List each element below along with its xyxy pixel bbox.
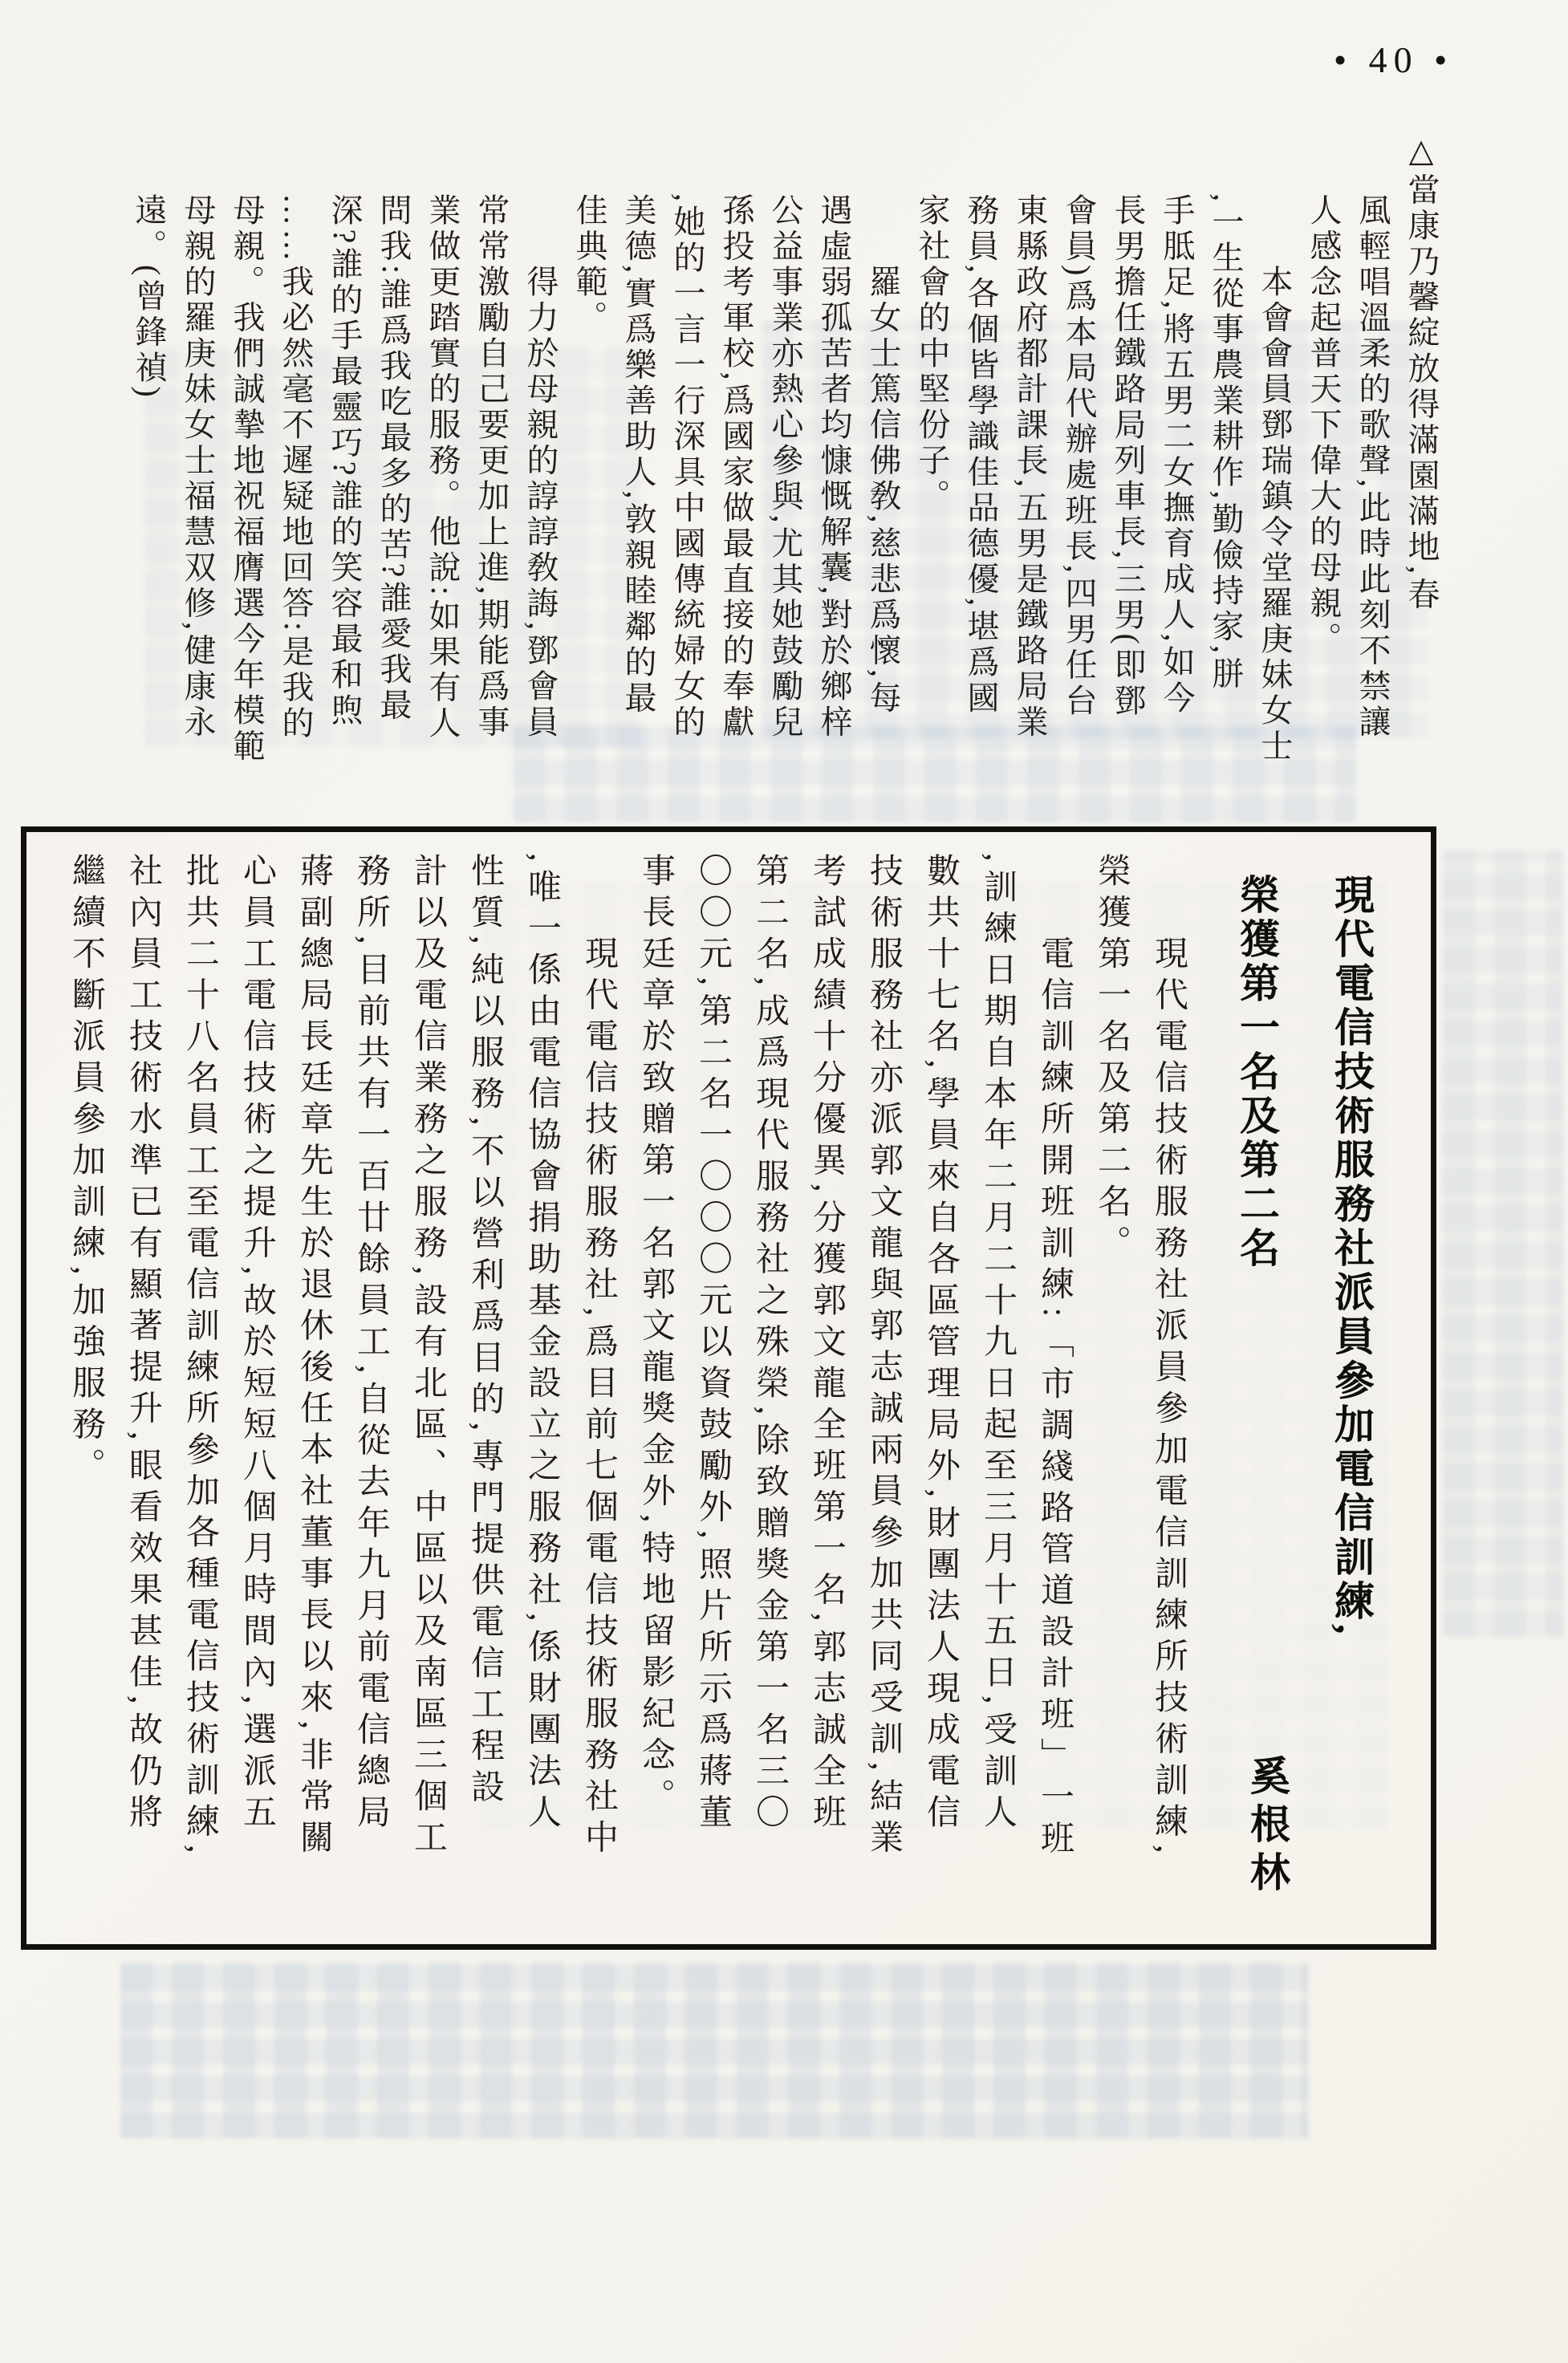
text-column: 手胝足,將五男二女撫育成人,如今 [1159, 193, 1195, 717]
text-column: 現代電信技術服務社派員參加電信訓練所技術訓練, [1150, 853, 1187, 1861]
text-column: 風輕唱溫柔的歌聲,此時此刻不禁讓 [1355, 193, 1391, 741]
text-column: 批共二十八名員工至電信訓練所參加各種電信技術訓練, [181, 853, 218, 1861]
text-column: 現代電信技術服務社,爲目前七個電信技術服務社中 [580, 853, 617, 1861]
text-column: 常常激勵自己要更加上進,期能爲事 [473, 193, 510, 741]
text-column: 長男擔任鐵路局列車長,三男(即鄧 [1110, 193, 1146, 720]
text-column: 美德,實爲樂善助人,敦親睦鄰的最 [620, 193, 656, 717]
bleed-through-texture [1443, 851, 1563, 1637]
text-column: 事長廷章於致贈第一名郭文龍獎金外,特地留影紀念。 [637, 853, 674, 1820]
text-column: ,訓練日期自本年二月二十九日起至三月十五日,受訓人 [979, 853, 1016, 1836]
text-column: 〇〇元,第二名一〇〇〇元以資鼓勵外,照片所示爲蔣董 [694, 853, 731, 1836]
text-column: 蔣副總局長廷章先生於退休後任本社董事長以來,非常關 [295, 853, 332, 1861]
text-column: 人感念起普天下偉大的母親。 [1306, 193, 1342, 658]
text-column: 公益事業亦熱心參與,尤其她鼓勵兒 [767, 193, 803, 741]
text-column: 羅女士篤信佛敎,慈悲爲懷,每 [865, 193, 901, 717]
text-column: 榮獲第一名及第二名。 [1093, 853, 1130, 1266]
article-title-line: 現代電信技術服務社派員參加電信訓練, [1329, 874, 1374, 1638]
article-title [1209, 874, 1399, 1772]
text-column: 東縣政府都計課長,五男是鐵路局業 [1012, 193, 1048, 741]
text-column: 計以及電信業務之服務,設有北區、中區以及南區三個工 [409, 853, 446, 1861]
text-column: 會員)爲本局代辦處班長,四男任台 [1061, 193, 1097, 720]
text-column: 考試成績十分優異,分獲郭文龍全班第一名,郭志誠全班 [808, 853, 845, 1836]
text-column: 家社會的中堅份子。 [914, 193, 950, 515]
text-column: 務所,目前共有一百廿餘員工,自從去年九月前電信總局 [352, 853, 389, 1836]
article-author: 奚根林 [1245, 1755, 1290, 1899]
text-column: ……我必然毫不遲疑地回答:是我的 [278, 193, 314, 742]
text-column: 性質,純以服務,不以營利爲目的,專門提供電信工程設 [466, 853, 503, 1810]
text-column: 遠。(曾鋒禎) [131, 193, 167, 401]
text-column: 遇虛弱孤苦者均慷慨解囊,對於鄉梓 [816, 193, 852, 741]
text-column: 第二名,成爲現代服務社之殊榮,除致贈獎金第一名三〇 [751, 853, 788, 1836]
text-column: 業做更踏實的服務。他說:如果有人 [424, 193, 461, 742]
text-column: △當康乃馨綻放得滿園滿地,春 [1403, 132, 1440, 613]
boxed-article [21, 826, 1436, 1950]
text-column: 數共十七名,學員來自各區管理局外,財團法人現成電信 [922, 853, 959, 1836]
article-body [57, 853, 1196, 1904]
text-column: 得力於母親的諄諄敎誨,鄧會員 [522, 193, 559, 741]
article-title-line: 榮獲第一名及第二名 [1234, 874, 1279, 1271]
text-column: 電信訓練所開班訓練:「市調綫路管道設計班」一班 [1036, 853, 1073, 1862]
bleed-through-texture [120, 1962, 1308, 2138]
text-column: 問我:誰爲我吃最多的苦?誰愛我最 [376, 193, 412, 724]
text-column: ,她的一言一行深具中國傳統婦女的 [669, 193, 705, 741]
top-article [118, 131, 1446, 773]
text-column: 母親的羅庚妹女士福慧双修,健康永 [180, 193, 216, 741]
text-column: 佳典範。 [571, 193, 607, 336]
text-column: 技術服務社亦派郭文龍與郭志誠兩員參加共同受訓,結業 [865, 853, 902, 1861]
text-column: 社內員工技術水準已有顯著提升,眼看效果甚佳,故仍將 [124, 853, 161, 1836]
text-column: 本會會員鄧瑞鎮令堂羅庚妹女士 [1257, 193, 1293, 765]
text-column: 心員工電信技術之提升,故於短短八個月時間內,選派五 [238, 853, 275, 1836]
text-column: 孫投考軍校,爲國家做最直接的奉獻 [718, 193, 754, 741]
text-column: 務員,各個皆學識佳品德優,堪爲國 [963, 193, 999, 717]
text-column: ,唯一係由電信協會捐助基金設立之服務社,係財團法人 [523, 853, 560, 1836]
text-column: 母親。我們誠摯地祝福膺選今年模範 [229, 193, 265, 765]
text-column: 繼續不斷派員參加訓練,加強服務。 [67, 853, 104, 1489]
page-number: • 40 • [1334, 39, 1454, 80]
text-column: ,一生從事農業耕作,勤儉持家,胼 [1208, 193, 1244, 692]
text-column: 深?誰的手最靈巧?誰的笑容最和煦 [327, 193, 363, 729]
